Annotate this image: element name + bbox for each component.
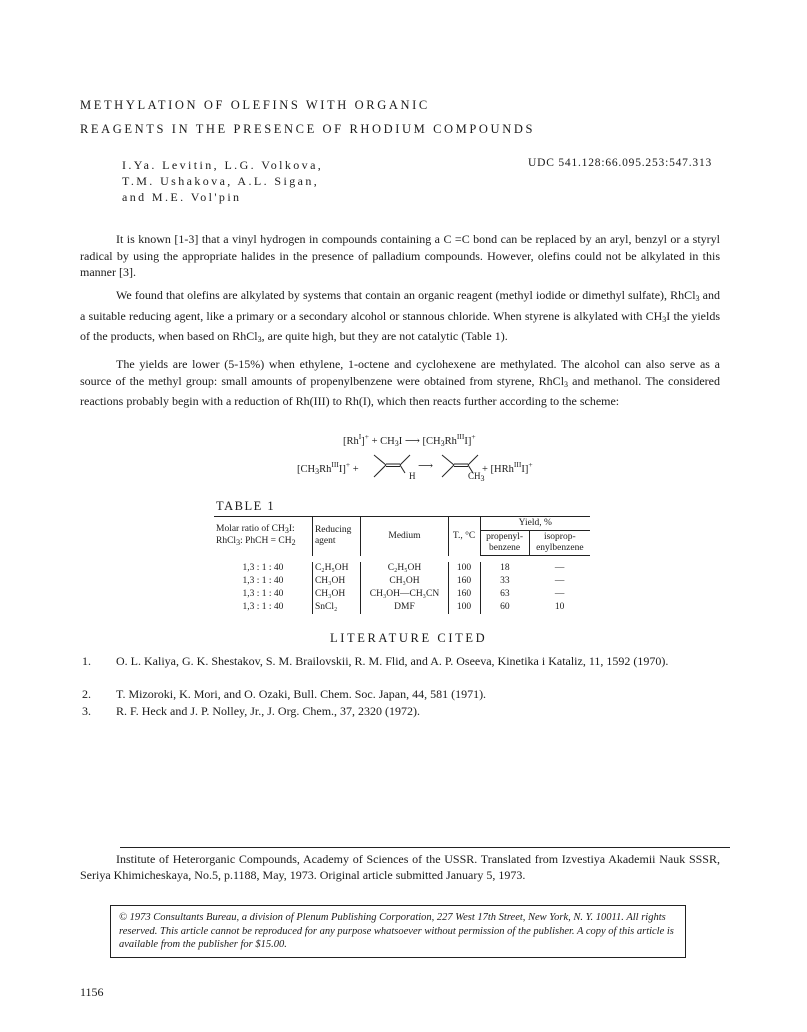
eq1-mid-sub: 3 <box>394 439 399 448</box>
eq1-mid: + CH <box>368 436 395 447</box>
cell-isopropenyl: — <box>554 563 565 573</box>
scheme-arrow: ⟶ <box>418 461 434 472</box>
cell-propenyl: 63 <box>480 588 529 601</box>
cell-temp: 160 <box>448 588 480 601</box>
p2-c-sub: 3 <box>257 335 262 344</box>
ch3-sub: 3 <box>480 474 485 483</box>
paragraph-2 <box>80 287 720 349</box>
footnote-text: Institute of Heterorganic Compounds, Academy of Sciences of the USSR. Translated from Izvestiya Akademii Nauk SSSR, Seriya Khimicheskaya, No.5, p.1188, May, 1973. Original article submitted January 5, 1973. <box>80 852 720 882</box>
reference-text: R. F. Heck and J. P. Nolley, Jr., J. Org. Chem., 37, 2320 (1972). <box>116 704 421 718</box>
reference-text: O. L. Kaliya, G. K. Shestakov, S. M. Brailovskii, R. M. Flid, and A. P. Oseeva, Kinetika i Kataliz, 11, 1592 (1970). <box>116 654 669 668</box>
eq1-plus-sup: + <box>364 432 369 441</box>
cell-isopropenyl: 10 <box>554 602 565 612</box>
h2-l1: Reducing <box>314 525 352 536</box>
h5-l1: propenyl- <box>486 532 524 542</box>
reference-3 <box>0 703 807 720</box>
cell-agent: CH₃OH <box>312 588 360 601</box>
udc-code: UDC 541.128:66.095.253:547.313 <box>528 157 713 169</box>
h1-l1-rest: I: <box>288 524 295 535</box>
table-row <box>214 601 590 614</box>
literature-heading: LITERATURE CITED <box>330 631 488 645</box>
author-line-2: T.M. Ushakova, A.L. Sigan, <box>122 174 320 188</box>
cell-agent: CH₃OH <box>312 575 360 588</box>
eq2-right: + [HRh <box>482 464 514 475</box>
reference-number: 1. <box>82 654 91 668</box>
p2-a: We found that olefins are alkylated by systems that contain an organic reagent (methyl iodide or dimethyl sulfate), RhCl <box>116 288 696 302</box>
eq2-left-end-sup: + <box>345 460 351 469</box>
p2-d: , are quite high, but they are not catalytic (Table 1). <box>261 329 508 343</box>
cell-temp: 100 <box>448 601 480 614</box>
eq1-right-rest: I] <box>464 436 472 447</box>
reference-1 <box>0 653 807 687</box>
cell-isopropenyl: — <box>554 589 565 599</box>
cell-ratio: 1,3 : 1 : 40 <box>242 589 284 599</box>
p2-c: I the yields of the products, when based on RhCl <box>80 308 720 343</box>
eq2-right-sup: III <box>513 460 522 469</box>
h5-l2: benzene <box>489 543 521 553</box>
h1-l1-sub: 3 <box>284 526 289 536</box>
eq1-right-sup: III <box>456 432 465 441</box>
h6-l1: isoprop- <box>543 532 576 542</box>
header-temperature: T., °C <box>448 517 480 556</box>
header-molar-ratio <box>214 517 312 556</box>
copyright-box: © 1973 Consultants Bureau, a division of Plenum Publishing Corporation, 227 West 17th Street, New York, N. Y. 10011. All rights reserved. This article cannot be reproduced for any purpose whatsoever without permission of the publisher. A copy of this article is available from the publisher for $15.00. <box>110 905 686 958</box>
scheme-h-label: H <box>409 471 416 481</box>
p2-a-sub: 3 <box>695 294 700 303</box>
cell-medium: DMF <box>361 601 448 614</box>
cell-propenyl: 18 <box>480 562 529 575</box>
ch3-label: CH <box>468 471 481 481</box>
footnote-divider <box>120 847 730 848</box>
cell-medium: CH₃OH <box>361 575 448 588</box>
title-line-2: REAGENTS IN THE PRESENCE OF RHODIUM COMPOUNDS <box>80 122 535 136</box>
h6-l2: enylbenzene <box>536 543 584 553</box>
paragraph-1-text: It is known [1-3] that a vinyl hydrogen in compounds containing a C =C bond can be replaced by an aryl, benzyl or a styryl radical by using the appropriate halides in the presence of palladium compounds. However, olefins could not be alkylated in this manner [3]. <box>80 232 720 279</box>
eq2-plus: + <box>352 464 359 475</box>
cell-agent: C₂H₅OH <box>312 562 360 575</box>
header-propenylbenzene <box>480 531 529 556</box>
reference-number: 2. <box>82 687 91 701</box>
eq1-end-sup: + <box>471 432 476 441</box>
cell-propenyl: 33 <box>480 575 529 588</box>
cell-ratio: 1,3 : 1 : 40 <box>242 576 284 586</box>
cell-ratio: 1,3 : 1 : 40 <box>242 563 284 573</box>
cell-temp: 100 <box>448 562 480 575</box>
p3-a: The yields are lower (5-15%) when ethylene, 1-octene and cyclohexene are methylated. The alcohol can also serve as a source of the methyl group: small amounts of propenylbenzene were obtained from styrene, RhCl <box>80 357 720 388</box>
eq2-left-sup: III <box>331 460 339 469</box>
h2-l2: agent <box>314 536 336 547</box>
eq1-right-rh: Rh <box>444 436 457 447</box>
paragraph-3 <box>80 356 720 410</box>
page-number: 1156 <box>80 985 104 999</box>
eq2-right-rest: I] <box>521 464 529 475</box>
p2-b-sub: 3 <box>662 314 667 324</box>
author-line-1: I.Ya. Levitin, L.G. Volkova, <box>122 158 324 172</box>
eq1-left-sup: I <box>358 432 362 441</box>
h1-l2-rest: : PhCH = CH <box>240 536 292 547</box>
table-row <box>214 562 590 575</box>
header-medium: Medium <box>361 517 448 556</box>
eq2-right-end-sup: + <box>528 460 533 469</box>
table-caption: TABLE 1 <box>216 499 276 513</box>
h1-l2: RhCl <box>216 536 237 547</box>
footnote <box>80 851 720 883</box>
eq1-left: [Rh <box>343 436 359 447</box>
eq1-mid-rest: I ⟶ [CH <box>398 436 441 447</box>
cell-medium: C₂H₅OH <box>361 562 448 575</box>
data-table <box>214 516 590 614</box>
reference-text: T. Mizoroki, K. Mori, and O. Ozaki, Bull. Chem. Soc. Japan, 44, 581 (1971). <box>116 687 487 701</box>
cell-temp: 160 <box>448 575 480 588</box>
eq1-right-sub: 3 <box>440 439 445 448</box>
header-yield: Yield, % <box>480 517 590 531</box>
paragraph-1 <box>80 231 720 281</box>
eq2-left-rest: I] <box>338 464 346 475</box>
eq2-left-sub: 3 <box>315 467 320 476</box>
title-line-1: METHYLATION OF OLEFINS WITH ORGANIC <box>80 98 430 112</box>
cell-medium: CH₃OH—CH₃CN <box>361 588 448 601</box>
table-row <box>214 588 590 601</box>
scheme-equation-1 <box>343 432 476 448</box>
eq1-left-rest: ] <box>361 436 365 447</box>
scheme-eq2-right <box>482 460 533 475</box>
cell-propenyl: 60 <box>480 601 529 614</box>
p2-b: and a suitable reducing agent, like a primary or a secondary alcohol or stannous chloride. When styrene is alkylated with CH <box>80 288 720 323</box>
table-row <box>214 575 590 588</box>
eq2-left: [CH <box>297 464 316 475</box>
header-isopropenylbenzene <box>529 531 590 556</box>
cell-isopropenyl: — <box>554 576 565 586</box>
h1-l2-sub: 3 <box>236 538 241 548</box>
olefin-reactant <box>374 455 410 477</box>
scheme-eq2-left <box>297 460 359 476</box>
reference-2 <box>0 686 807 703</box>
h1-l1: Molar ratio of CH <box>216 524 285 535</box>
p3-b: and methanol. The considered reactions probably begin with a reduction of Rh(III) to Rh(I), which then reacts further according to the scheme: <box>80 373 720 408</box>
cell-ratio: 1,3 : 1 : 40 <box>242 602 284 612</box>
eq2-left-rh: Rh <box>319 464 332 475</box>
header-reducing-agent <box>312 517 360 556</box>
authors <box>122 157 323 205</box>
cell-agent: SnCl₂ <box>312 601 360 614</box>
reference-number: 3. <box>82 704 91 718</box>
p3-a-sub: 3 <box>564 379 569 389</box>
author-line-3: and M.E. Vol'pin <box>122 190 242 204</box>
h1-l2-sub2: 2 <box>291 538 296 548</box>
